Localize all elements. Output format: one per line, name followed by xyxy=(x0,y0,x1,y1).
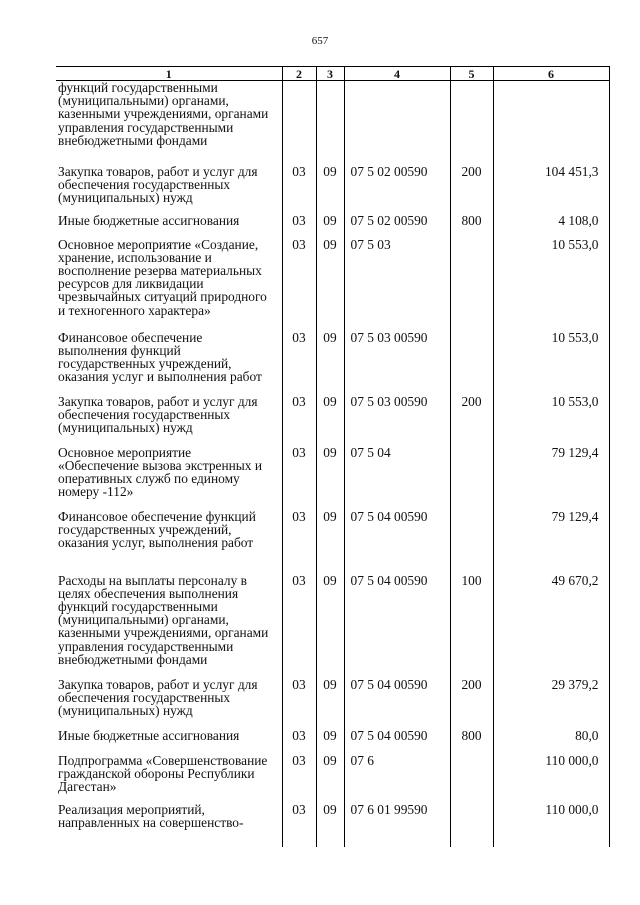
row-amount: 29 379,2 xyxy=(493,678,609,729)
row-target xyxy=(344,81,450,165)
table-row xyxy=(56,81,609,165)
row-subsection: 09 xyxy=(316,331,344,395)
row-target: 07 6 xyxy=(344,754,450,803)
row-name: Иные бюджетные ассигнования xyxy=(58,727,240,743)
header-col-4: 4 xyxy=(344,67,450,81)
row-expense-type xyxy=(450,238,493,331)
row-section: 03 xyxy=(282,238,316,331)
row-amount: 104 451,3 xyxy=(493,165,609,214)
row-name: функций государственными (муниципальными) органами, казенными учреждениями, органами управления государственными внебюджетными фондами xyxy=(58,80,269,148)
row-amount: 10 553,0 xyxy=(493,395,609,446)
row-target: 07 5 03 00590 xyxy=(344,395,450,446)
row-target: 07 5 04 00590 xyxy=(344,729,450,754)
row-expense-type: 200 xyxy=(450,678,493,729)
row-amount: 10 553,0 xyxy=(493,331,609,395)
table-row xyxy=(56,729,609,754)
row-target: 07 5 04 00590 xyxy=(344,678,450,729)
row-amount: 4 108,0 xyxy=(493,214,609,238)
row-amount: 49 670,2 xyxy=(493,574,609,678)
row-subsection: 09 xyxy=(316,214,344,238)
row-name: Иные бюджетные ассигнования xyxy=(58,212,240,228)
row-name: Основное мероприятие «Обеспечение вызова экстренных и оперативных служб по единому номеру -112» xyxy=(58,444,263,500)
row-section: 03 xyxy=(282,214,316,238)
row-name: Закупка товаров, работ и услуг для обеспечения государственных (муниципальных) нужд xyxy=(58,676,258,718)
row-target: 07 5 04 xyxy=(344,446,450,510)
header-col-5: 5 xyxy=(450,67,493,81)
row-section: 03 xyxy=(282,574,316,678)
row-subsection: 09 xyxy=(316,754,344,803)
header-col-3: 3 xyxy=(316,67,344,81)
row-section: 03 xyxy=(282,678,316,729)
row-subsection xyxy=(316,81,344,165)
row-amount xyxy=(493,81,609,165)
table-row xyxy=(56,165,609,214)
table-row xyxy=(56,754,609,803)
row-amount: 110 000,0 xyxy=(493,803,609,847)
row-section: 03 xyxy=(282,165,316,214)
header-col-1: 1 xyxy=(56,67,282,81)
row-subsection: 09 xyxy=(316,395,344,446)
row-section: 03 xyxy=(282,729,316,754)
row-target: 07 5 02 00590 xyxy=(344,165,450,214)
row-expense-type xyxy=(450,510,493,574)
page-number: 657 xyxy=(311,35,329,47)
header-row xyxy=(56,67,609,81)
row-target: 07 6 01 99590 xyxy=(344,803,450,847)
row-name: Финансовое обеспечение выполнения функций государственных учреждений, оказания услуг и выполнения работ xyxy=(58,329,262,385)
row-section: 03 xyxy=(282,331,316,395)
row-expense-type: 800 xyxy=(450,729,493,754)
row-subsection: 09 xyxy=(316,165,344,214)
header-col-2: 2 xyxy=(282,67,316,81)
row-amount: 79 129,4 xyxy=(493,510,609,574)
row-amount: 10 553,0 xyxy=(493,238,609,331)
row-expense-type xyxy=(450,754,493,803)
table-header xyxy=(56,67,609,81)
row-expense-type xyxy=(450,81,493,165)
row-name: Основное мероприятие «Создание, хранение, использование и восполнение резерва материальных ресурсов для ликвидации чрезвычайных ситуаций природного и техногенного характера» xyxy=(58,236,267,318)
table-row xyxy=(56,446,609,510)
row-name: Закупка товаров, работ и услуг для обеспечения государственных (муниципальных) нужд xyxy=(58,393,258,435)
row-amount: 79 129,4 xyxy=(493,446,609,510)
row-section: 03 xyxy=(282,446,316,510)
row-amount: 110 000,0 xyxy=(493,754,609,803)
header-col-6: 6 xyxy=(493,67,609,81)
row-name: Реализация мероприятий, направленных на совершенство- xyxy=(58,801,244,830)
budget-table xyxy=(56,66,610,847)
row-section: 03 xyxy=(282,395,316,446)
table-row xyxy=(56,238,609,331)
row-subsection: 09 xyxy=(316,729,344,754)
row-section xyxy=(282,81,316,165)
row-section: 03 xyxy=(282,510,316,574)
table-row xyxy=(56,678,609,729)
row-expense-type xyxy=(450,803,493,847)
row-section: 03 xyxy=(282,803,316,847)
row-target: 07 5 03 xyxy=(344,238,450,331)
row-expense-type: 800 xyxy=(450,214,493,238)
row-name: Расходы на выплаты персоналу в целях обеспечения выполнения функций государственными (муниципальными) органами, казенными учреждениями, органами управления государственными внебюджетными фондами xyxy=(58,572,269,667)
row-name: Подпрограмма «Совершенствование гражданской обороны Республики Дагестан» xyxy=(58,752,268,794)
row-section: 03 xyxy=(282,754,316,803)
row-target: 07 5 02 00590 xyxy=(344,214,450,238)
row-expense-type: 100 xyxy=(450,574,493,678)
table-row xyxy=(56,214,609,238)
row-subsection: 09 xyxy=(316,446,344,510)
row-target: 07 5 04 00590 xyxy=(344,510,450,574)
table-row xyxy=(56,803,609,847)
row-name: Закупка товаров, работ и услуг для обеспечения государственных (муниципальных) нужд xyxy=(58,163,258,205)
row-target: 07 5 03 00590 xyxy=(344,331,450,395)
row-name: Финансовое обеспечение функций государственных учреждений, оказания услуг, выполнения работ xyxy=(58,508,256,550)
row-expense-type xyxy=(450,446,493,510)
row-subsection: 09 xyxy=(316,803,344,847)
row-expense-type: 200 xyxy=(450,165,493,214)
table-row xyxy=(56,510,609,574)
row-subsection: 09 xyxy=(316,510,344,574)
table-row xyxy=(56,331,609,395)
row-subsection: 09 xyxy=(316,238,344,331)
row-amount: 80,0 xyxy=(493,729,609,754)
table-row xyxy=(56,395,609,446)
row-subsection: 09 xyxy=(316,574,344,678)
row-expense-type xyxy=(450,331,493,395)
row-expense-type: 200 xyxy=(450,395,493,446)
row-target: 07 5 04 00590 xyxy=(344,574,450,678)
table-body xyxy=(56,81,609,847)
table-row xyxy=(56,574,609,678)
row-subsection: 09 xyxy=(316,678,344,729)
